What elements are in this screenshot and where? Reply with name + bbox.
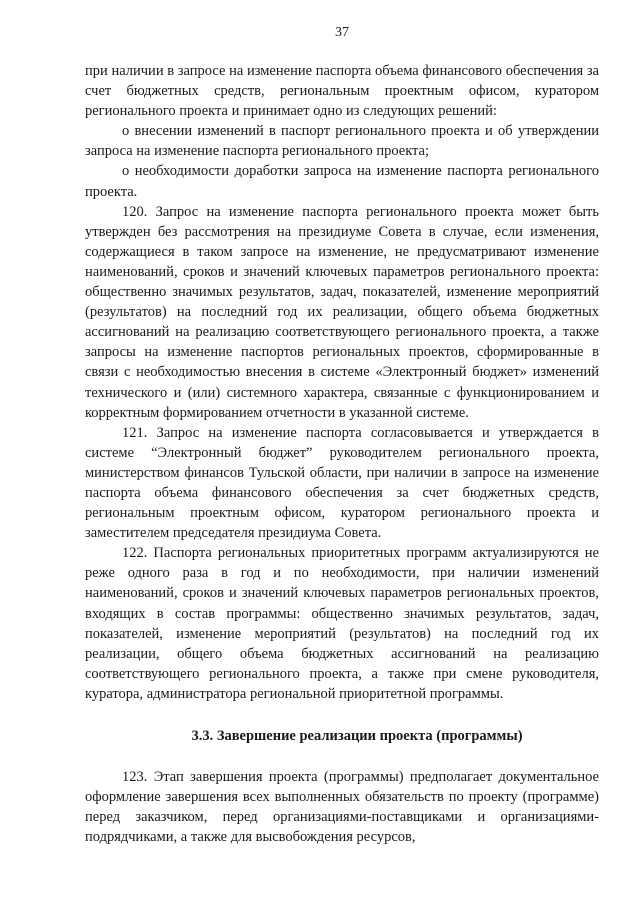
text-block-bottom [85, 767, 599, 847]
paragraph-120: 120. Запрос на изменение паспорта регионального проекта может быть утвержден без рассмотрения на президиуме Совета в случае, если изменения, содержащиеся в таком запросе на изменение, не предусматривают изменение наименований, сроков и значений ключевых параметров регионального проекта: общественно значимых результатов, задач, показателей, изменение мероприятий (результатов) на последний год их реализации, общего объема бюджетных ассигнований на реализацию соответствующего регионального проекта, а также запросы на изменение паспортов региональных проектов, сформированные в связи с необходимостью внесения в системе «Электронный бюджет» изменений технического и (или) системного характера, связанные с функционированием и корректным формированием отчетности в указанной системе. [85, 203, 599, 421]
page-number: 37 [335, 25, 349, 40]
paragraph-122: 122. Паспорта региональных приоритетных программ актуализируются не реже одного раза в год и по необходимости, при наличии изменений наименований, сроков и значений ключевых параметров региональных проектов, входящих в состав программы: общественно значимых результатов, задач, показателей, изменение мероприятий (результатов) на последний год их реализации, общего объема бюджетных ассигнований на реализацию соответствующего регионального проекта, а также при смене руководителя, куратора, администратора региональной приоритетной программы. [85, 545, 599, 702]
paragraph-123: 123. Этап завершения проекта (программы) предполагает документальное оформление завершения всех выполненных обязательств по проекту (программе) перед заказчиком, перед организациями-поставщиками и организациями-подрядчиками, а также для высвобождения ресурсов, [85, 769, 599, 846]
text-block-top [85, 61, 599, 704]
document-page [85, 24, 599, 847]
paragraph-option-revise: о необходимости доработки запроса на изменение паспорта регионального проекта. [85, 163, 599, 200]
section-heading: 3.3. Завершение реализации проекта (программы) [191, 728, 523, 744]
paragraph-continuation: при наличии в запросе на изменение паспорта объема финансового обеспечения за счет бюджетных средств, региональным проектным офисом, куратором регионального проекта и принимает одно из следующих решений: [85, 63, 599, 120]
paragraph-option-amend: о внесении изменений в паспорт регионального проекта и об утверждении запроса на изменение паспорта регионального проекта; [85, 123, 599, 160]
paragraph-121: 121. Запрос на изменение паспорта согласовывается и утверждается в системе “Электронный бюджет” руководителем регионального проекта, министерством финансов Тульской области, при наличии в запросе на изменение паспорта объема финансового обеспечения за счет бюджетных средств, региональным проектным офисом, куратором регионального проекта и заместителем председателя президиума Совета. [85, 424, 599, 542]
